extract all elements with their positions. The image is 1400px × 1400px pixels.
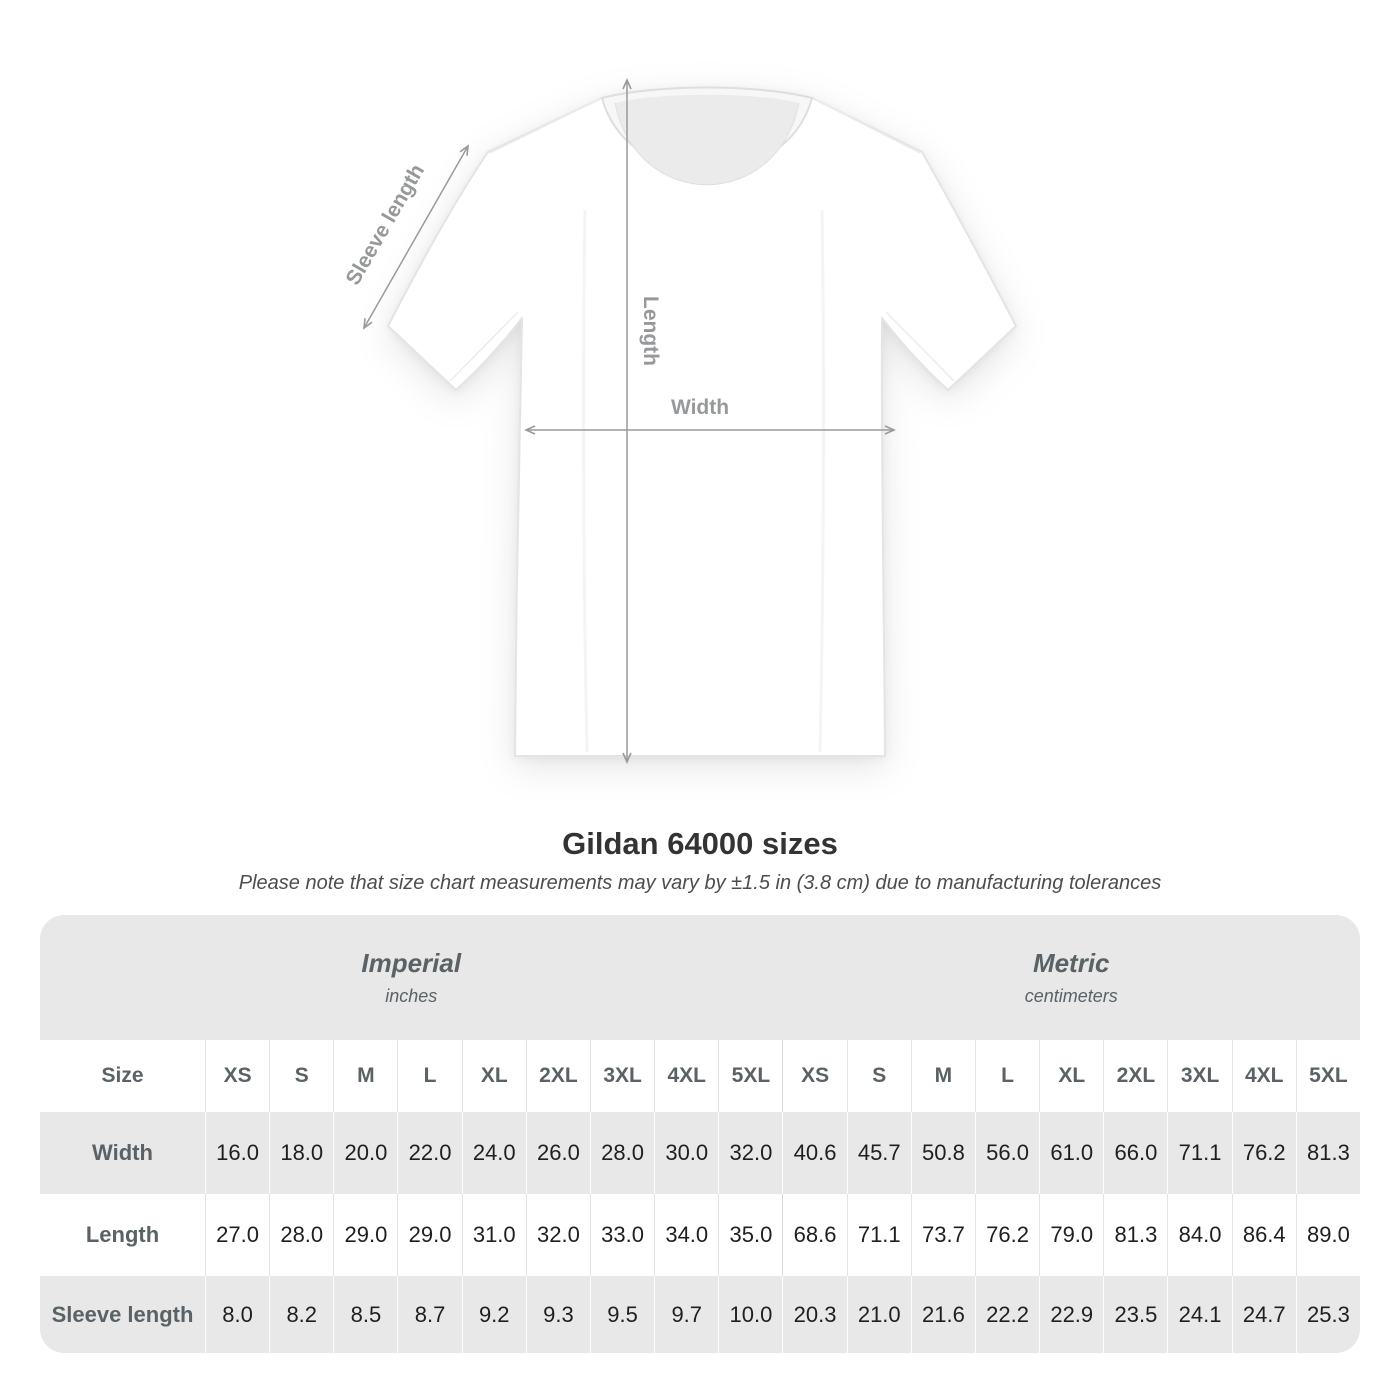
value-cell: 79.0 — [1039, 1194, 1103, 1276]
row-label-cell: Sleeve length — [40, 1276, 205, 1353]
row-label-cell: Width — [40, 1112, 205, 1194]
size-table — [40, 915, 1360, 1353]
length-label: Length — [639, 296, 662, 366]
size-header-cell: 4XL — [1232, 1040, 1296, 1112]
value-cell: 20.3 — [782, 1276, 846, 1353]
size-header-cell: 3XL — [1167, 1040, 1231, 1112]
size-header-cell: XS — [782, 1040, 846, 1112]
value-cell: 73.7 — [911, 1194, 975, 1276]
value-cell: 34.0 — [654, 1194, 718, 1276]
value-cell: 8.7 — [397, 1276, 461, 1353]
value-cell: 71.1 — [1167, 1112, 1231, 1194]
value-cell: 29.0 — [397, 1194, 461, 1276]
value-cell: 24.1 — [1167, 1276, 1231, 1353]
value-cell: 18.0 — [269, 1112, 333, 1194]
value-cell: 21.0 — [847, 1276, 911, 1353]
value-cell: 9.2 — [462, 1276, 526, 1353]
size-header-cell: M — [333, 1040, 397, 1112]
size-header-cell: 3XL — [590, 1040, 654, 1112]
value-cell: 27.0 — [205, 1194, 269, 1276]
value-cell: 29.0 — [333, 1194, 397, 1276]
value-cell: 89.0 — [1296, 1194, 1360, 1276]
value-cell: 28.0 — [590, 1112, 654, 1194]
value-cell: 31.0 — [462, 1194, 526, 1276]
width-label: Width — [670, 396, 730, 419]
value-cell: 8.2 — [269, 1276, 333, 1353]
size-header-cell: 2XL — [526, 1040, 590, 1112]
value-cell: 21.6 — [911, 1276, 975, 1353]
metric-label: Metric — [1032, 948, 1110, 978]
size-header-cell: XL — [1039, 1040, 1103, 1112]
value-cell: 45.7 — [847, 1112, 911, 1194]
size-header-cell: S — [269, 1040, 333, 1112]
value-cell: 20.0 — [333, 1112, 397, 1194]
value-cell: 10.0 — [718, 1276, 782, 1353]
value-cell: 33.0 — [590, 1194, 654, 1276]
value-cell: 9.7 — [654, 1276, 718, 1353]
value-cell: 25.3 — [1296, 1276, 1360, 1353]
size-header-cell: 5XL — [1296, 1040, 1360, 1112]
row-label-cell: Length — [40, 1194, 205, 1276]
value-cell: 9.3 — [526, 1276, 590, 1353]
size-header-cell: XL — [462, 1040, 526, 1112]
value-cell: 8.5 — [333, 1276, 397, 1353]
value-cell: 40.6 — [782, 1112, 846, 1194]
imperial-group-header — [40, 915, 782, 1040]
value-cell: 50.8 — [911, 1112, 975, 1194]
size-header-cell: L — [397, 1040, 461, 1112]
value-cell: 84.0 — [1167, 1194, 1231, 1276]
size-header-cell: 2XL — [1103, 1040, 1167, 1112]
size-table-grid — [40, 915, 1360, 1353]
page-subtitle: Please note that size chart measurements may vary by ±1.5 in (3.8 cm) due to manufacturing tolerances — [238, 872, 1162, 894]
value-cell: 28.0 — [269, 1194, 333, 1276]
size-header-cell: 4XL — [654, 1040, 718, 1112]
metric-unit: centimeters — [1024, 986, 1118, 1006]
value-cell: 22.0 — [397, 1112, 461, 1194]
sleeve-length-label: Sleeve length — [341, 160, 430, 290]
size-column-header: Size — [40, 1040, 205, 1112]
value-cell: 76.2 — [1232, 1112, 1296, 1194]
tshirt-graphic — [388, 88, 1016, 757]
size-header-cell: XS — [205, 1040, 269, 1112]
value-cell: 30.0 — [654, 1112, 718, 1194]
value-cell: 66.0 — [1103, 1112, 1167, 1194]
value-cell: 23.5 — [1103, 1276, 1167, 1353]
imperial-unit: inches — [385, 986, 438, 1006]
size-header-cell: M — [911, 1040, 975, 1112]
value-cell: 32.0 — [526, 1194, 590, 1276]
value-cell: 76.2 — [975, 1194, 1039, 1276]
value-cell: 26.0 — [526, 1112, 590, 1194]
value-cell: 56.0 — [975, 1112, 1039, 1194]
metric-group-header — [782, 915, 1360, 1040]
page-title: Gildan 64000 sizes — [562, 826, 838, 861]
value-cell: 9.5 — [590, 1276, 654, 1353]
size-header-cell: 5XL — [718, 1040, 782, 1112]
value-cell: 81.3 — [1103, 1194, 1167, 1276]
value-cell: 22.9 — [1039, 1276, 1103, 1353]
value-cell: 16.0 — [205, 1112, 269, 1194]
value-cell: 8.0 — [205, 1276, 269, 1353]
value-cell: 68.6 — [782, 1194, 846, 1276]
value-cell: 61.0 — [1039, 1112, 1103, 1194]
value-cell: 24.0 — [462, 1112, 526, 1194]
value-cell: 81.3 — [1296, 1112, 1360, 1194]
value-cell: 24.7 — [1232, 1276, 1296, 1353]
value-cell: 35.0 — [718, 1194, 782, 1276]
value-cell: 22.2 — [975, 1276, 1039, 1353]
value-cell: 32.0 — [718, 1112, 782, 1194]
size-header-cell: S — [847, 1040, 911, 1112]
value-cell: 71.1 — [847, 1194, 911, 1276]
size-header-cell: L — [975, 1040, 1039, 1112]
value-cell: 86.4 — [1232, 1194, 1296, 1276]
imperial-label: Imperial — [361, 948, 462, 978]
